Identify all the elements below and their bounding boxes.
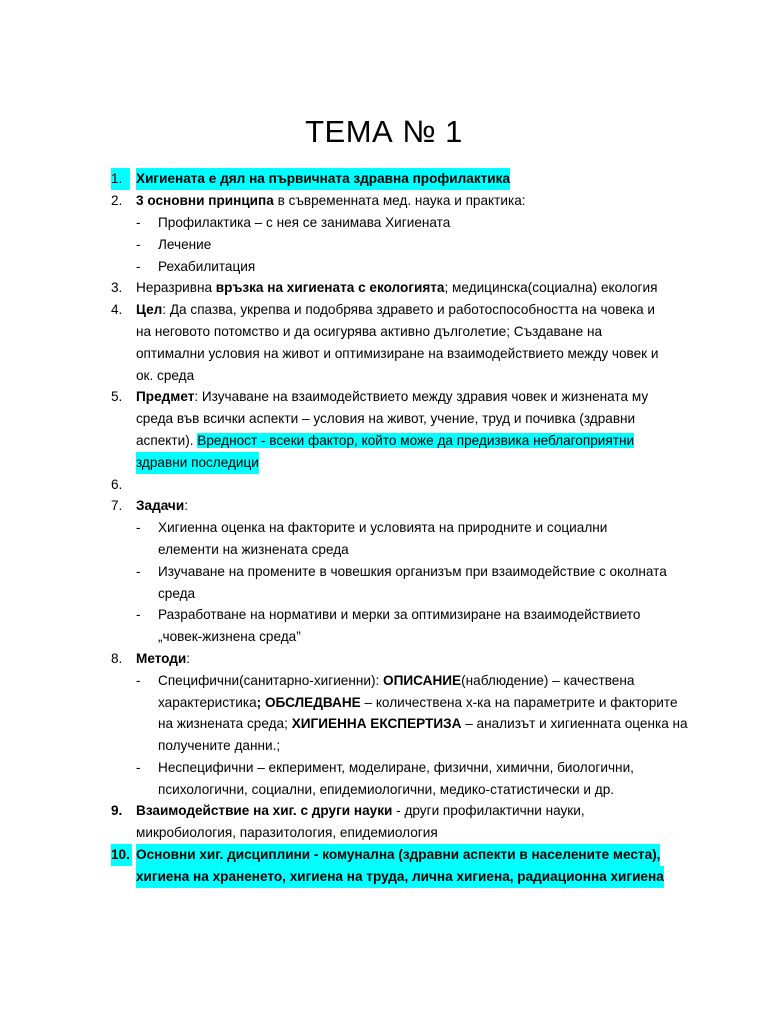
item-4-text-line: ок. среда — [136, 368, 195, 383]
item-number: 9. — [111, 803, 123, 818]
item-9-text-line: микробиология, паразитология, епидемиология — [136, 825, 438, 840]
bullet-dash: - — [136, 237, 141, 252]
item-4-text-line: оптимални условия на живот и оптимизиране на взаимодействието между човек и — [136, 346, 659, 361]
item-number: 3. — [111, 280, 123, 295]
page-title: ТЕМА № 1 — [305, 114, 463, 149]
item-7-text: Задачи: — [136, 498, 188, 513]
sub-item-line: среда — [158, 586, 196, 601]
item-5-text-line: среда във всички аспекти – условия на живот, учение, труд и почивка (здравни — [136, 411, 636, 426]
sub-item-line: „човек-жизнена среда” — [158, 629, 301, 644]
item-4-text-line: на неговото потомство и да осигурява активно дълголетие; Създаване на — [136, 324, 603, 339]
sub-item-line: елементи на жизнената среда — [158, 542, 349, 557]
item-number: 6. — [111, 477, 123, 492]
sub-item-line: на жизнената среда; ХИГИЕННА ЕКСПЕРТИЗА – анализът и хигиенната оценка на — [158, 716, 688, 731]
sub-item: Лечение — [158, 237, 212, 252]
item-5-text-line-highlight: здравни последици — [136, 452, 259, 474]
item-3-text: Неразривна връзка на хигиената с екологията; медицинска(социална) екология — [136, 280, 658, 295]
item-number: 2. — [111, 193, 123, 208]
sub-item-line: психологични, социални, епидемиологични, медико-статистически и др. — [158, 782, 615, 797]
bullet-dash: - — [136, 520, 141, 535]
sub-item: Изучаване на промените в човешкия организъм при взаимодействие с околната — [158, 564, 667, 579]
sub-item-line: получените данни.; — [158, 738, 281, 753]
bullet-dash: - — [136, 564, 141, 579]
sub-item: Специфични(санитарно-хигиенни): ОПИСАНИЕ(наблюдение) – качествена — [158, 673, 635, 688]
item-10-text-line: хигиена на храненето, хигиена на труда, лична хигиена, радиационна хигиена — [136, 866, 664, 888]
item-5-text: Предмет: Изучаване на взаимодействието между здравия човек и жизнената му — [136, 389, 649, 404]
bullet-dash: - — [136, 259, 141, 274]
sub-item: Разработване на нормативи и мерки за оптимизиране на взаимодействието — [158, 607, 641, 622]
item-10-text: Основни хиг. дисциплини - комунална (здравни аспекти в населените места), — [136, 844, 660, 866]
item-number: 7. — [111, 498, 123, 513]
item-4-text: Цел: Да спазва, укрепва и подобрява здравето и работоспособността на човека и — [136, 302, 656, 317]
sub-item: Рехабилитация — [158, 259, 256, 274]
item-5-text-line: аспекти). Вредност - всеки фактор, който може да предизвика неблагоприятни — [136, 433, 635, 448]
bullet-dash: - — [136, 673, 141, 688]
bullet-dash: - — [136, 607, 141, 622]
item-9-text: Взаимодействие на хиг. с други науки - други профилактични науки, — [136, 803, 585, 818]
item-number: 5. — [111, 389, 123, 404]
sub-item: Хигиенна оценка на факторите и условията на природните и социални — [158, 520, 608, 535]
sub-item: Неспецифични – екперимент, моделиране, физични, химични, биологични, — [158, 760, 634, 775]
sub-item: Профилактика – с нея се занимава Хигиената — [158, 215, 451, 230]
item-number: 4. — [111, 302, 123, 317]
item-number: 8. — [111, 651, 123, 666]
item-8-text: Методи: — [136, 651, 191, 666]
bullet-dash: - — [136, 215, 141, 230]
item-2-text: 3 основни принципа в съвременната мед. наука и практика: — [136, 193, 526, 208]
sub-item-line: характеристика; ОБСЛЕДВАНЕ – количествена х-ка на параметрите и факторите — [158, 695, 678, 710]
item-1-text: Хигиената е дял на първичната здравна профилактика — [136, 168, 510, 190]
item-number: 1. — [111, 168, 130, 190]
bullet-dash: - — [136, 760, 141, 775]
item-number: 10. — [111, 844, 132, 866]
